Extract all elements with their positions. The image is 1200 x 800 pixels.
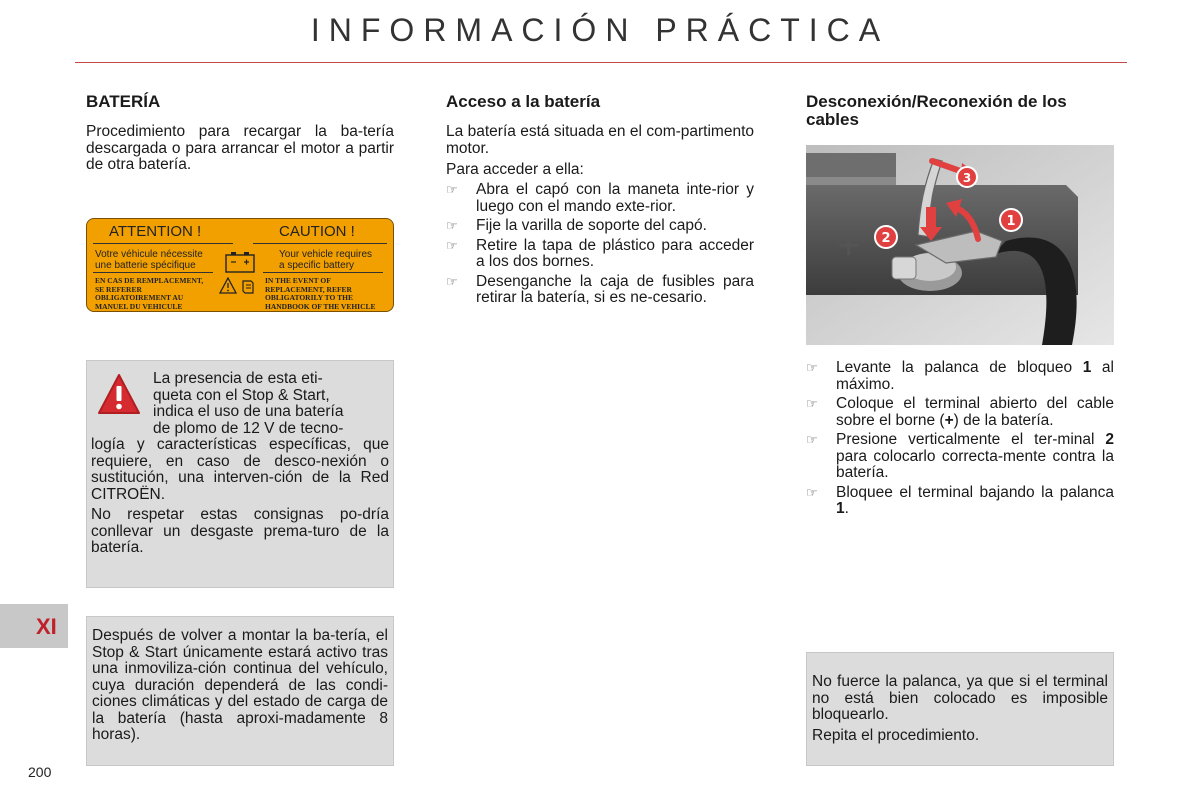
access-steps [446, 182, 754, 310]
chapter-tab [0, 604, 68, 648]
pointing-hand-icon: ☞ [806, 432, 818, 447]
label-rule [263, 272, 383, 273]
page-title: INFORMACIÓN PRÁCTICA [310, 12, 890, 48]
callout-3: 3 [962, 171, 972, 185]
note-repeat: Repita el procedimiento. [812, 727, 980, 744]
note-text: No fuerce la palanca, ya que si el terminal no está bien colocado es imposible bloquearlo. [812, 673, 1108, 723]
access-lead: Para acceder a ella: [446, 161, 584, 178]
warning-book-icon [219, 277, 263, 295]
callout-1: 1 [1006, 214, 1016, 229]
battery-terminal-illustration [806, 145, 1114, 345]
label-rule [253, 243, 387, 244]
label-attention-title: ATTENTION ! [109, 223, 202, 240]
chapter-number: XI [36, 614, 57, 639]
cable-steps [806, 360, 1114, 521]
label-caution-title: CAUTION ! [279, 223, 355, 240]
list-item: ☞ Abra el capó con la maneta inte-rior y luego con el mando exte-rior. [446, 181, 754, 215]
list-item: ☞ Bloquee el terminal bajando la palanca 1. [806, 483, 1114, 517]
warning-consequence: No respetar estas consignas po-dría conllevar un desgaste prema-turo de la batería. [91, 506, 389, 556]
svg-text:+: + [836, 228, 862, 263]
header-divider [75, 62, 1127, 63]
list-item: ☞ Desenganche la caja de fusibles para retirar la batería, si es ne-cesario. [446, 272, 754, 306]
battery-heading: BATERÍA [86, 92, 161, 111]
pointing-hand-icon: ☞ [446, 218, 458, 233]
battery-warning-label [86, 218, 394, 312]
info-text: Después de volver a montar la ba-tería, el Stop & Start únicamente estará activo tras una inmoviliza-ción continua del vehículo, cuya duración dependerá de las condi-ciones climáticas y del estado de carga de la batería (hasta aproxi-madamente 8 horas). [92, 627, 388, 743]
access-intro: La batería está situada en el com-partimento motor. [446, 123, 754, 157]
cables-heading: Desconexión/Reconexión de los cables [806, 92, 1067, 129]
pointing-hand-icon: ☞ [446, 182, 458, 197]
pointing-hand-icon: ☞ [806, 396, 818, 411]
warning-text: logía y características específicas, que requiere, en caso de desco-nexión o sustitución, una interven-ción de la Red CITROËN. [91, 436, 389, 503]
warning-first-lines: La presencia de esta eti- queta con el Stop & Start, indica el uso de una batería de plomo de 12 V de tecno- [153, 370, 344, 437]
label-rule [93, 272, 213, 273]
list-item: ☞ Fije la varilla de soporte del capó. [446, 217, 707, 234]
pointing-hand-icon: ☞ [446, 237, 458, 253]
label-left-fine: EN CAS DE REMPLACEMENT, SE REFERER OBLIGATOIREMENT AU MANUEL DU VEHICULE [95, 276, 204, 311]
callout-2: 2 [881, 231, 891, 246]
label-right-fine: IN THE EVENT OF REPLACEMENT, REFER OBLIGATORILY TO THE HANDBOOK OF THE VEHICLE [265, 276, 376, 311]
access-heading: Acceso a la batería [446, 92, 601, 111]
battery-intro: Procedimiento para recargar la ba-tería descargada o para arrancar el motor a partir de otra batería. [86, 123, 394, 173]
stop-start-warning-box [86, 360, 394, 588]
pointing-hand-icon: ☞ [446, 273, 458, 289]
label-rule [93, 243, 233, 244]
list-item: ☞ Retire la tapa de plástico para acceder a los dos bornes. [446, 236, 754, 270]
lever-note-box [806, 652, 1114, 766]
list-item: ☞ Presione verticalmente el ter-minal 2 para colocarlo correcta-mente contra la batería. [806, 431, 1114, 481]
list-item: ☞ Coloque el terminal abierto del cable sobre el borne (+) de la batería. [806, 395, 1114, 429]
label-right-text: Your vehicle requires a specific battery [279, 249, 373, 271]
label-left-text: Votre véhicule nécessite une batterie spécifique [95, 249, 203, 271]
stop-start-info-box [86, 616, 394, 766]
pointing-hand-icon: ☞ [806, 360, 818, 375]
page-number: 200 [28, 764, 52, 780]
warning-triangle-icon [97, 373, 141, 415]
pointing-hand-icon: ☞ [806, 484, 818, 500]
battery-icon [223, 249, 257, 275]
list-item: ☞ Levante la palanca de bloqueo 1 al máximo. [806, 359, 1114, 393]
